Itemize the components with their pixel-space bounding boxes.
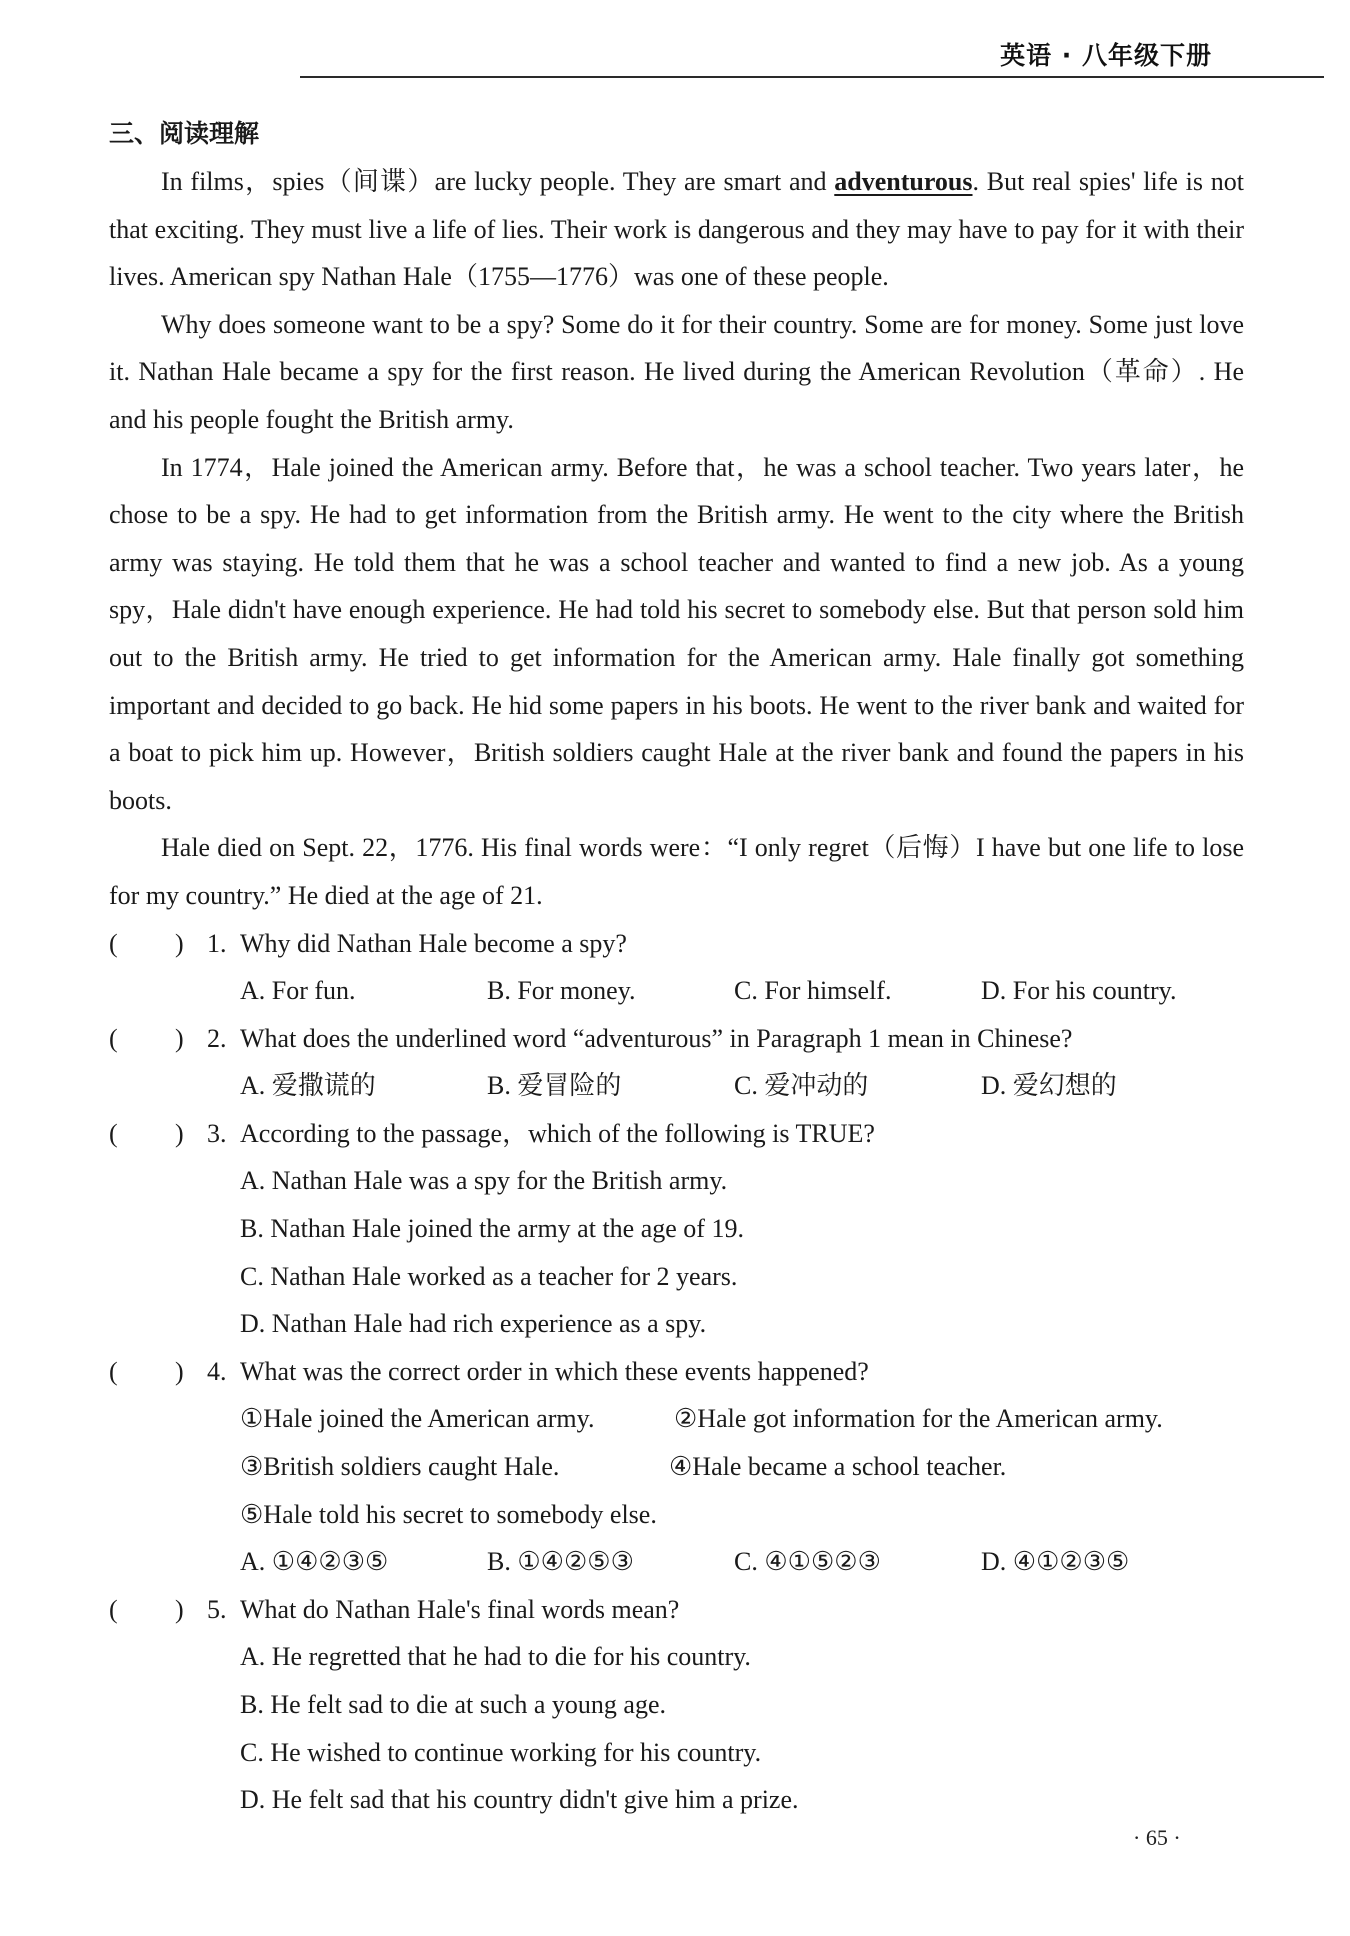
option-d[interactable]: D. For his country. — [981, 976, 1177, 1006]
option-a[interactable]: A. 爱撒谎的 — [240, 1071, 376, 1101]
answer-blank-open[interactable]: ( — [109, 1118, 118, 1148]
paragraph-text: . But real spies' life is not that exciting. They must live a life of lies. Their work is dangerous and they may have to pay for it with their lives. American spy Nathan Hale（1755—1776）was one of these people. — [109, 167, 1244, 292]
question-stem: What does the underlined word “adventurous” in Paragraph 1 mean in Chinese? — [240, 1023, 1073, 1053]
event-row — [109, 1395, 1244, 1443]
option-b[interactable]: B. 爱冒险的 — [487, 1071, 622, 1101]
section-title: 三、阅读理解 — [109, 119, 260, 148]
option-row — [109, 1062, 1244, 1110]
option-b[interactable]: B. ①④②⑤③ — [487, 1547, 634, 1577]
answer-blank-close: ) — [175, 1118, 184, 1148]
option-a[interactable]: A. He regretted that he had to die for his country. — [240, 1642, 751, 1672]
question-number: 2. — [207, 1023, 227, 1053]
answer-blank-close: ) — [175, 928, 184, 958]
passage-paragraph-3: In 1774，Hale joined the American army. Before that，he was a school teacher. Two years later，he chose to be a spy. He had to get information from the British army. He went to the city where the British army was staying. He told them that he was a school teacher and wanted to find a new job. As a young spy，Hale didn't have enough experience. He had told his secret to somebody else. But that person sold him out to the British army. He tried to get information for the American army. Hale finally got something important and decided to go back. He hid some papers in his boots. He went to the river bank and waited for a boat to pick him up. However，British soldiers caught Hale at the river bank and found the papers in his boots. — [109, 452, 1244, 815]
option-c[interactable]: C. Nathan Hale worked as a teacher for 2 years. — [240, 1261, 738, 1291]
answer-blank-open[interactable]: ( — [109, 1356, 118, 1386]
option-c[interactable]: C. For himself. — [734, 976, 892, 1006]
page-content — [109, 112, 1244, 1824]
answer-blank-close: ) — [175, 1594, 184, 1624]
question-number: 5. — [207, 1594, 227, 1624]
paragraph-text: In films，spies（间谍）are lucky people. They are smart and — [161, 167, 835, 196]
answer-blank-open[interactable]: ( — [109, 928, 118, 958]
event-row — [109, 1443, 1244, 1491]
page-number: · 65 · — [1133, 1825, 1181, 1850]
question-number: 4. — [207, 1356, 227, 1386]
option-a[interactable]: A. For fun. — [240, 976, 356, 1006]
option-c[interactable]: C. ④①⑤②③ — [734, 1547, 881, 1577]
option-b[interactable]: B. Nathan Hale joined the army at the age of 19. — [240, 1214, 744, 1244]
option-c[interactable]: C. He wished to continue working for his country. — [240, 1737, 762, 1767]
option-b[interactable]: B. For money. — [487, 976, 636, 1006]
question-stem: What do Nathan Hale's final words mean? — [240, 1594, 680, 1624]
question-5 — [109, 1586, 1244, 1634]
question-stem: What was the correct order in which these events happened? — [240, 1356, 869, 1386]
option-row — [109, 1538, 1244, 1586]
event-5: ⑤Hale told his secret to somebody else. — [240, 1499, 657, 1529]
option-d[interactable]: D. ④①②③⑤ — [981, 1547, 1130, 1577]
option-a[interactable]: A. Nathan Hale was a spy for the British army. — [240, 1166, 728, 1196]
book-title: 英语 · 八年级下册 — [1000, 41, 1212, 70]
answer-blank-close: ) — [175, 1023, 184, 1053]
option-c[interactable]: C. 爱冲动的 — [734, 1071, 869, 1101]
option-row — [109, 967, 1244, 1015]
passage-paragraph-4: Hale died on Sept. 22，1776. His final words were：“I only regret（后悔）I have but one life to lose for my country.” He died at the age of 21. — [109, 833, 1244, 910]
option-d[interactable]: D. 爱幻想的 — [981, 1071, 1117, 1101]
event-4: ④Hale became a school teacher. — [669, 1452, 1007, 1482]
event-2: ②Hale got information for the American army. — [674, 1404, 1163, 1434]
answer-blank-open[interactable]: ( — [109, 1023, 118, 1053]
event-1: ①Hale joined the American army. — [240, 1404, 595, 1434]
question-stem: According to the passage，which of the following is TRUE? — [240, 1118, 875, 1148]
question-stem: Why did Nathan Hale become a spy? — [240, 928, 627, 958]
question-4 — [109, 1348, 1244, 1396]
option-d[interactable]: D. Nathan Hale had rich experience as a spy. — [240, 1309, 707, 1339]
page-header — [0, 0, 1350, 82]
answer-blank-open[interactable]: ( — [109, 1594, 118, 1624]
passage-paragraph-2: Why does someone want to be a spy? Some do it for their country. Some are for money. Some just love it. Nathan Hale became a spy for the first reason. He lived during the American Revolution（革命）. He and his people fought the British army. — [109, 309, 1244, 434]
question-3 — [109, 1110, 1244, 1158]
question-2 — [109, 1015, 1244, 1063]
event-3: ③British soldiers caught Hale. — [240, 1452, 560, 1482]
header-divider — [300, 76, 1324, 78]
option-a[interactable]: A. ①④②③⑤ — [240, 1547, 389, 1577]
question-number: 3. — [207, 1118, 227, 1148]
underlined-word: adventurous — [834, 167, 973, 196]
passage-paragraph-1 — [109, 158, 1244, 301]
option-b[interactable]: B. He felt sad to die at such a young age. — [240, 1690, 666, 1719]
answer-blank-close: ) — [175, 1356, 184, 1386]
question-1 — [109, 920, 1244, 968]
question-number: 1. — [207, 928, 227, 958]
option-d[interactable]: D. He felt sad that his country didn't give him a prize. — [240, 1785, 799, 1815]
event-row — [109, 1491, 1244, 1539]
